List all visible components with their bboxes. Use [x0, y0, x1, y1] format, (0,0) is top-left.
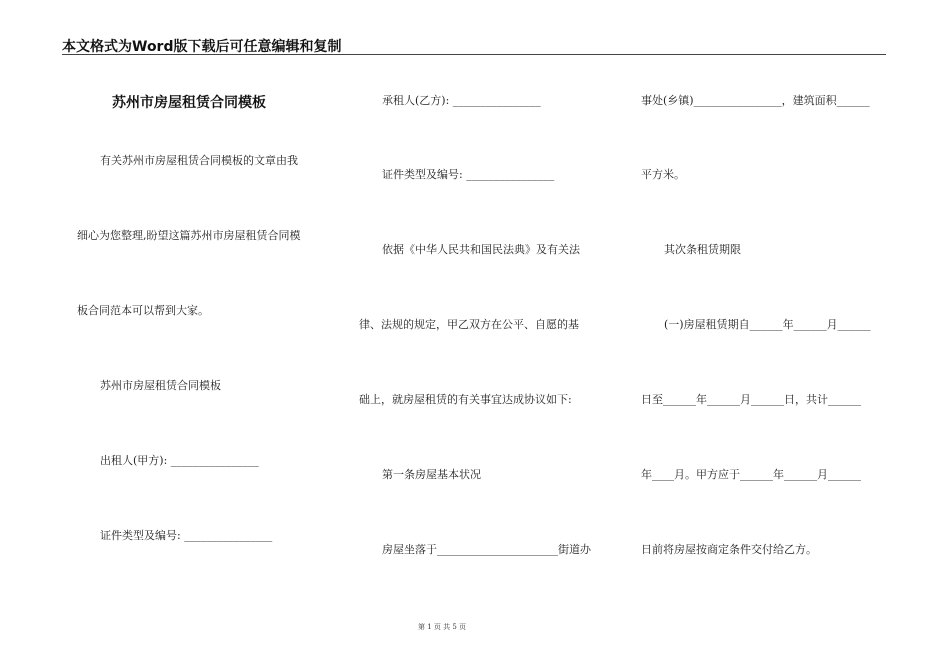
document-title: 苏州市房屋租赁合同模板 [112, 95, 266, 111]
paragraph-line: 有关苏州市房屋租赁合同模板的文章由我 [100, 154, 298, 167]
paragraph-line: 板合同范本可以帮到大家。 [77, 304, 209, 317]
paragraph-line: 事处(乡镇)________________，建筑面积______ [641, 94, 870, 107]
paragraph-line: 出租人(甲方): ________________ [100, 454, 259, 467]
paragraph-line: 证件类型及编号: ________________ [100, 529, 273, 542]
paragraph-line: 苏州市房屋租赁合同模板 [100, 379, 221, 392]
paragraph-line: (一)房屋租赁期自______年______月______ [664, 318, 871, 331]
paragraph-line: 其次条租赁期限 [664, 243, 741, 256]
paragraph-line: 律、法规的规定，甲乙双方在公平、自愿的基 [359, 318, 579, 331]
paragraph-line: 承租人(乙方): ________________ [382, 94, 541, 107]
paragraph-line: 日至______年______月______日，共计______ [641, 393, 861, 406]
paragraph-line: 础上，就房屋租赁的有关事宜达成协议如下: [359, 393, 572, 406]
paragraph-line: 平方米。 [641, 168, 685, 181]
document-header: 本文格式为Word版下载后可任意编辑和复制 [62, 39, 342, 55]
paragraph-line: 证件类型及编号: ________________ [382, 168, 555, 181]
header-divider [62, 54, 886, 55]
paragraph-line: 细心为您整理,盼望这篇苏州市房屋租赁合同模 [77, 229, 301, 242]
page-indicator: 第 1 页 共 5 页 [417, 623, 467, 631]
paragraph-line: 年____月。甲方应于______年______月______ [641, 468, 861, 481]
paragraph-line: 依据《中华人民共和国民法典》及有关法 [382, 243, 580, 256]
paragraph-line: 日前将房屋按商定条件交付给乙方。 [641, 543, 817, 556]
paragraph-line: 第一条房屋基本状况 [382, 468, 481, 481]
paragraph-line: 房屋坐落于______________________街道办 [382, 543, 591, 556]
